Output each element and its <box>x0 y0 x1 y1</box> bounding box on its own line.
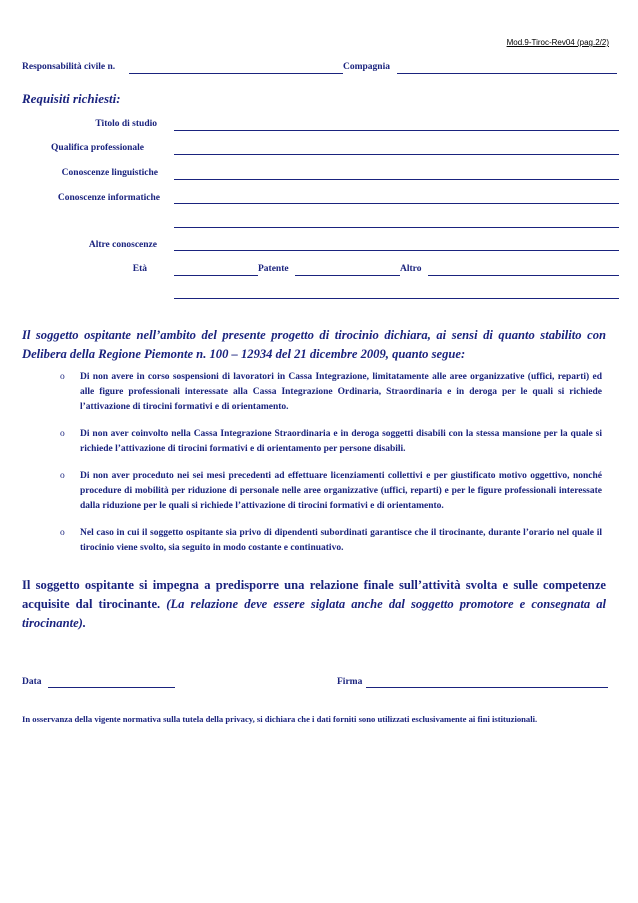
patente-label: Patente <box>258 264 289 274</box>
patente-field[interactable] <box>295 275 400 276</box>
declaration-intro: Il soggetto ospitante nell’ambito del presente progetto di tirocinio dichiara, ai sensi di quanto stabilito con Delibera della Regione Piemonte n. 100 – 12934 del 21 dicembre 2009, quanto segue: <box>22 328 606 361</box>
informatiche-label: Conoscenze informatiche <box>57 193 160 203</box>
commitment-note: (La relazione deve essere siglata anche dal soggetto promotore e consegnata al tirocinante). <box>22 597 606 630</box>
firma-field[interactable] <box>366 687 608 688</box>
data-field[interactable] <box>48 687 175 688</box>
resp-civile-field[interactable] <box>129 73 343 74</box>
titolo-studio-label: Titolo di studio <box>95 119 157 129</box>
list-item: o Nel caso in cui il soggetto ospitante sia privo di dipendenti subordinati garantisce che il tirocinante, durante l’orario nel quale il tirocinio viene svolto, sia seguito in modo costante e continuativo. <box>60 528 602 553</box>
bullet-icon: o <box>60 471 65 481</box>
bullet-icon: o <box>60 429 65 439</box>
document-reference: Mod.9-Tiroc-Rev04 (pag.2/2) <box>506 38 609 47</box>
informatiche-field-2[interactable] <box>174 227 619 228</box>
eta-field[interactable] <box>174 275 258 276</box>
altre-conoscenze-field[interactable] <box>174 250 619 251</box>
extra-field[interactable] <box>174 298 619 299</box>
list-item: o Di non avere in corso sospensioni di lavoratori in Cassa Integrazione, limitatamente alle aree organizzative (uffici, reparti) ed alle figure professionali interessate alla Cassa Integrazione Ordinaria, Straordinaria e in deroga per le quali si richiede l’attivazione di tirocini formativi e di orientamento. <box>60 372 602 412</box>
eta-label: Età <box>132 264 147 274</box>
commitment-main: Il soggetto ospitante si impegna a predisporre una relazione finale sull’attività svolta e sulle competenze acquisite dal tirocinante. <box>22 578 606 611</box>
bullet-icon: o <box>60 372 65 382</box>
altro-field[interactable] <box>428 275 619 276</box>
qualifica-field[interactable] <box>174 154 619 155</box>
firma-label: Firma <box>337 677 363 687</box>
altre-conoscenze-label: Altre conoscenze <box>88 240 157 250</box>
bullet-icon: o <box>60 528 65 538</box>
altro-label: Altro <box>400 264 422 274</box>
compagnia-label: Compagnia <box>343 62 390 72</box>
linguistiche-field[interactable] <box>174 179 619 180</box>
data-label: Data <box>22 677 42 687</box>
commitment-paragraph <box>22 576 606 633</box>
resp-civile-label: Responsabilità civile n. <box>22 62 116 72</box>
linguistiche-label: Conoscenze linguistiche <box>61 168 158 178</box>
list-item: o Di non aver coinvolto nella Cassa Integrazione Straordinaria e in deroga soggetti disabili con la stessa mansione per la quale si richiede l’attivazione di tirocini formativi e di orientamento per persone disabili. <box>60 429 602 454</box>
list-item: o Di non aver proceduto nei sei mesi precedenti ad effettuare licenziamenti collettivi e per giustificato motivo oggettivo, nonché procedure di mobilità per riduzione di personale nelle aree organizzative (uffici, reparti) e per le figure professionali interessate dalla riduzione per le quali si richiede l’attivazione di tirocini formativi e di orientamento. <box>60 471 602 511</box>
declaration-list <box>60 370 602 568</box>
requisiti-title: Requisiti richiesti: <box>22 91 121 106</box>
qualifica-label: Qualifica professionale <box>51 143 144 153</box>
compagnia-field[interactable] <box>397 73 617 74</box>
titolo-studio-field[interactable] <box>174 130 619 131</box>
privacy-note: In osservanza della vigente normativa sulla tutela della privacy, si dichiara che i dati forniti sono utilizzati esclusivamente ai fini istituzionali. <box>22 714 538 724</box>
informatiche-field[interactable] <box>174 203 619 204</box>
